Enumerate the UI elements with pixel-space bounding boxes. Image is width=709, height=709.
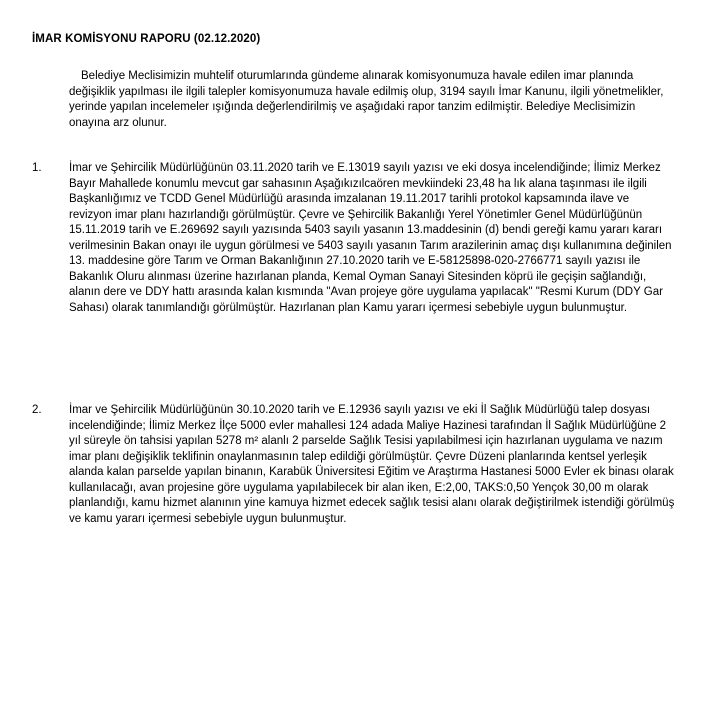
item-number: 2.: [32, 404, 42, 416]
intro-text: Belediye Meclisimizin muhtelif oturumlarında gündeme alınarak komisyonumuza havale edilen imar planında değişiklik yapılması ile ilgili talepler komisyonumuza havale edilmiş olup, 3194 sayılı İmar Kanunu, ilgili yönetmelikler, yerinde yapılan incelemeler ışığında değerlendirilmiş ve aşağıdaki rapor tanzim edilmiştir. Belediye Meclisimizin onayına arz olunur.: [69, 70, 664, 129]
document-title: İMAR KOMİSYONU RAPORU (02.12.2020): [32, 33, 261, 45]
item-number: 1.: [32, 162, 42, 174]
intro-paragraph: [69, 69, 679, 131]
item-text: İmar ve Şehircilik Müdürlüğünün 30.10.2020 tarih ve E.12936 sayılı yazısı ve eki İl Sağlık Müdürlüğü talep dosyası incelendiğinde; İlimiz Merkez İlçe 5000 evler mahallesi 124 adada Maliye Hazinesi tarafından İl Sağlık Müdürlüğüne 2 yıl süreyle ön tahsisi yapılan 5278 m² alanlı 2 parselde Sağlık Tesisi yapılabilmesi için hazırlanan uygulama ve nazım imar planı değişiklik teklifinin onaylanmasının talep edildiği görülmüştür. Çevre Düzeni planlarında kentsel yerleşik alanda kalan parselde yapılan binanın, Karabük Üniversitesi Eğitim ve Araştırma Hastanesi 5000 Evler ek binası olarak kullanılacağı, avan projesine göre uygulama yapılabilecek bir alan iken, E:2,00, TAKS:0,50 Yençok 30,00 m olarak planlandığı, kamu hizmet alanının yine kamuya hizmet edecek sağlık tesisi alanı olarak değiştirilmek istendiği görülmüş ve kamu yararı içermesi sebebiyle uygun bulunmuştur.: [69, 404, 675, 525]
item-text: İmar ve Şehircilik Müdürlüğünün 03.11.2020 tarih ve E.13019 sayılı yazısı ve eki dosya incelendiğinde; İlimiz Merkez Bayır Mahallede konumlu mevcut gar sahasının Aşağıkızılcaören mevkiindeki 23,48 ha lık alana taşınması ile ilgili Başkanlığımız ve TCDD Genel Müdürlüğü arasında imzalanan 19.11.2017 tarihli protokol kapsamında ilave ve revizyon imar planı hazırlandığı görülmüştür. Çevre ve Şehircilik Bakanlığı Yerel Yönetimler Genel Müdürlüğünün 15.11.2019 tarih ve E.269692 sayılı yazısında 5403 sayılı yasanın 13.maddesinin (d) bendi gereği kamu yararı kararı verilmesinin Bakan onayı ile uygun görülmesi ve 5403 sayılı yasanın Tarım arazilerinin amaç dışı kullanımına değinilen 13. maddesine göre Tarım ve Orman Bakanlığının 27.10.2020 tarih ve E-58125898-020-2766771 sayılı yazısı ile Bakanlık Oluru alınması üzerine hazırlanan planda, Kemal Oyman Sanayi Sitesinden köprü ile geçişin sağlandığı, alanın dere ve DDY hattı arasında kalan kısmında "Avan projeye göre uygulama yapılacak" "Resmi Kurum (DDY Gar Sahası) olarak tanımlandığı görülmüştür. Hazırlanan plan Kamu yararı içermesi sebebiyle uygun bulunmuştur.: [69, 162, 672, 314]
